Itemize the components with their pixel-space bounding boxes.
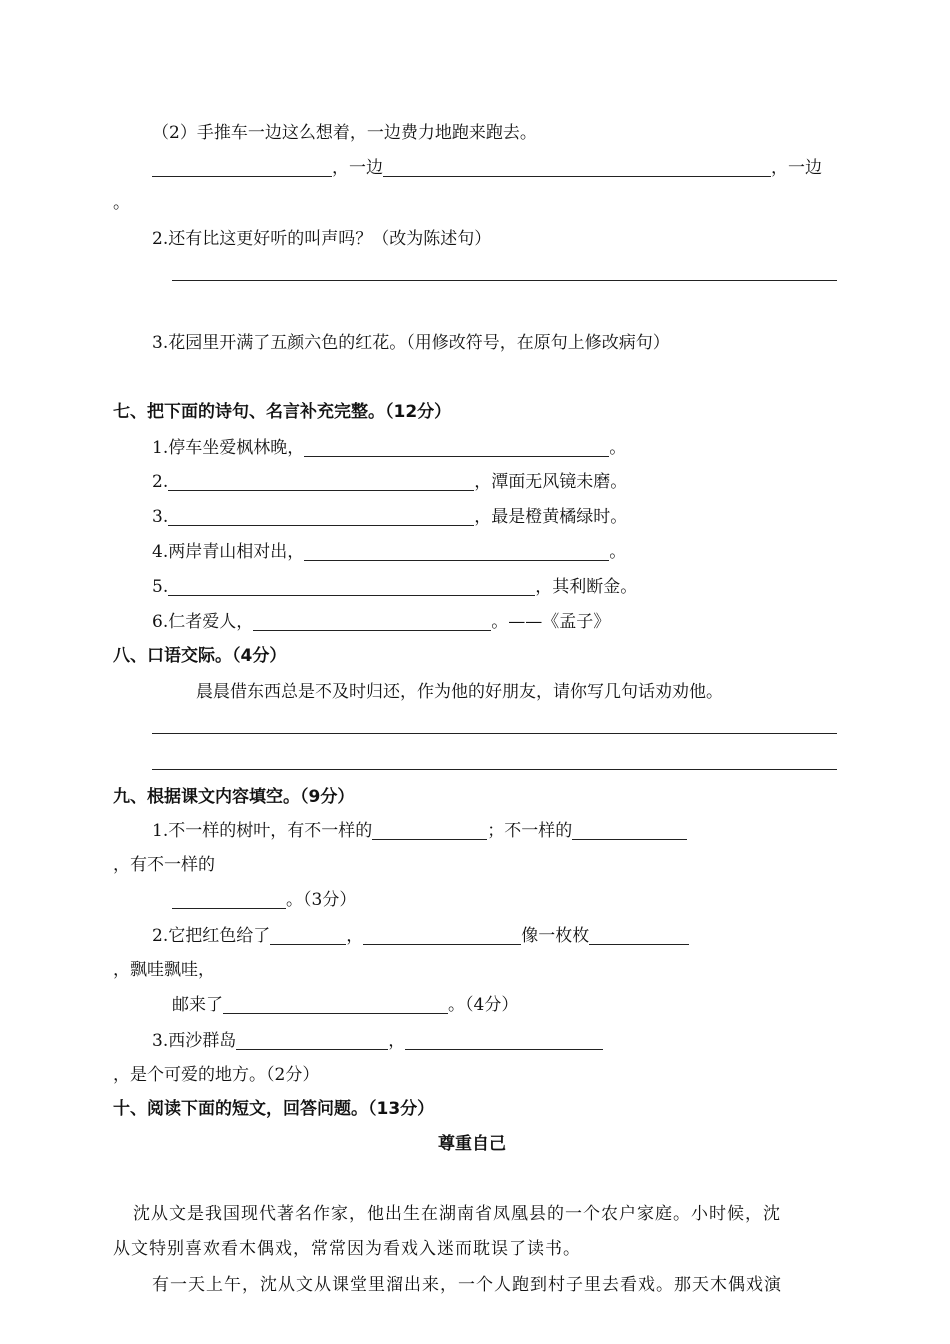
s9-q2-line1: 2.它把红色给了 ， 像一枚枚 — [152, 925, 689, 947]
section-8-title: 八、口语交际。（4分） — [113, 646, 287, 666]
s6-q1-2-prompt: （2）手推车一边这么想着，一边费力地跑来跑去。 — [152, 123, 537, 143]
answer-line[interactable] — [172, 280, 837, 281]
section-9-title: 九、根据课文内容填空。（9分） — [113, 787, 355, 807]
blank[interactable] — [572, 821, 687, 840]
blank[interactable] — [405, 1031, 603, 1050]
passage-paragraph-1-cont: 从文特别喜欢看木偶戏，常常因为看戏入迷而耽误了读书。 — [113, 1239, 581, 1259]
s9-q2-line2: ，飘哇飘哇， — [113, 960, 215, 980]
s6-q3-prompt: 3.花园里开满了五颜六色的红花。（用修改符号，在原句上修改病句） — [152, 333, 670, 353]
s7-item-1: 1.停车坐爱枫林晚， 。 — [152, 438, 627, 458]
blank[interactable] — [363, 926, 521, 945]
passage-paragraph-1: 沈从文是我国现代著名作家，他出生在湖南省凤凰县的一个农户家庭。小时候，沈 — [133, 1204, 781, 1224]
s9-q3-line2: ，是个可爱的地方。（2分） — [113, 1065, 320, 1085]
s7-item-3: 3. ，最是橙黄橘绿时。 — [152, 507, 628, 527]
blank[interactable] — [152, 158, 332, 177]
blank[interactable] — [236, 1031, 388, 1050]
answer-line[interactable] — [152, 769, 837, 770]
blank[interactable] — [253, 612, 491, 631]
passage-title: 尊重自己 — [438, 1134, 506, 1154]
s7-item-4: 4.两岸青山相对出， 。 — [152, 542, 627, 562]
s9-q2-line3: 邮来了 。（4分） — [172, 995, 519, 1015]
s9-q1-line3: 。（3分） — [172, 889, 356, 911]
blank[interactable] — [168, 507, 474, 526]
s6-q2-prompt: 2.还有比这更好听的叫声吗？（改为陈述句） — [152, 229, 492, 249]
blank[interactable] — [223, 995, 448, 1014]
blank[interactable] — [304, 542, 609, 561]
blank[interactable] — [372, 821, 487, 840]
s6-q1-2-period: 。 — [113, 193, 130, 213]
section-10-title: 十、阅读下面的短文，回答问题。（13分） — [113, 1099, 435, 1119]
passage-paragraph-2: 有一天上午，沈从文从课堂里溜出来，一个人跑到村子里去看戏。那天木偶戏演 — [152, 1275, 782, 1295]
section-7-title: 七、把下面的诗句、名言补充完整。（12分） — [113, 402, 452, 422]
blank[interactable] — [168, 577, 535, 596]
s9-q1-line2: ，有不一样的 — [113, 855, 215, 875]
s7-item-6: 6.仁者爱人， 。——《孟子》 — [152, 612, 611, 632]
s7-item-2: 2. ，潭面无风镜未磨。 — [152, 472, 628, 492]
answer-line[interactable] — [152, 733, 837, 734]
s6-q1-2-answer-line: ，一边 ，一边 — [152, 157, 822, 179]
blank[interactable] — [383, 158, 771, 177]
s9-q3-line1: 3.西沙群岛 ， — [152, 1030, 603, 1052]
blank[interactable] — [270, 926, 346, 945]
s8-prompt: 晨晨借东西总是不及时归还，作为他的好朋友，请你写几句话劝劝他。 — [196, 682, 723, 702]
blank[interactable] — [304, 438, 609, 457]
blank[interactable] — [172, 890, 286, 909]
blank[interactable] — [168, 472, 474, 491]
blank[interactable] — [589, 926, 689, 945]
s7-item-5: 5. ，其利断金。 — [152, 577, 638, 597]
s9-q1-line1: 1.不一样的树叶，有不一样的 ；不一样的 — [152, 820, 687, 842]
